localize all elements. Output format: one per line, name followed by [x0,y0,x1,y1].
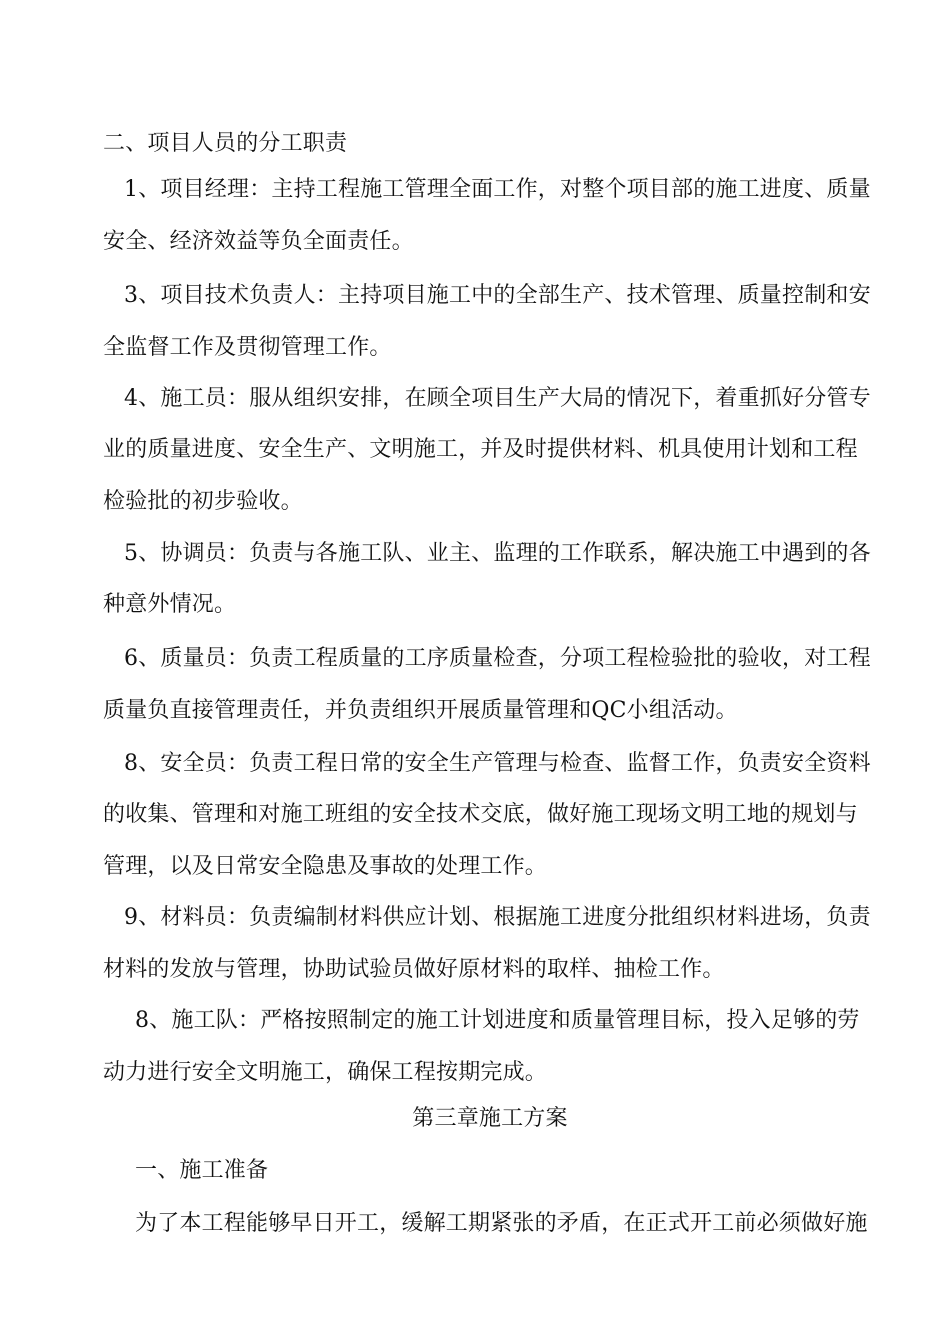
paragraph-line: 动力进行安全文明施工，确保工程按期完成。 [103,1060,548,1085]
paragraph-line: 种意外情况。 [103,592,237,617]
subsection-title: 一、施工准备 [135,1158,269,1183]
paragraph-line: 9、材料员：负责编制材料供应计划、根据施工进度分批组织材料进场，负责 [124,905,871,930]
paragraph-line: 6、质量员：负责工程质量的工序质量检查，分项工程检验批的验收，对工程 [124,646,871,671]
paragraph-line: 为了本工程能够早日开工，缓解工期紧张的矛盾，在正式开工前必须做好施 [135,1211,868,1236]
paragraph-line: 业的质量进度、安全生产、文明施工，并及时提供材料、机具使用计划和工程 [103,437,858,462]
paragraph-line: 安全、经济效益等负全面责任。 [103,229,414,254]
paragraph-line: 管理，以及日常安全隐患及事故的处理工作。 [103,854,548,879]
paragraph-line: 全监督工作及贯彻管理工作。 [103,335,392,360]
paragraph-line: 的收集、管理和对施工班组的安全技术交底，做好施工现场文明工地的规划与 [103,802,858,827]
paragraph-line: 检验批的初步验收。 [103,489,303,514]
paragraph-line: 1、项目经理：主持工程施工管理全面工作，对整个项目部的施工进度、质量 [124,177,871,202]
paragraph-line: 8、施工队：严格按照制定的施工计划进度和质量管理目标，投入足够的劳 [135,1008,860,1033]
paragraph-line: 8、安全员：负责工程日常的安全生产管理与检查、监督工作，负责安全资料 [124,751,871,776]
chapter-title: 第三章施工方案 [412,1106,568,1131]
paragraph-line: 5、协调员：负责与各施工队、业主、监理的工作联系，解决施工中遇到的各 [124,541,871,566]
paragraph-line: 4、施工员：服从组织安排，在顾全项目生产大局的情况下，着重抓好分管专 [124,386,871,411]
paragraph-line: 材料的发放与管理，协助试验员做好原材料的取样、抽检工作。 [103,957,725,982]
paragraph-line: 3、项目技术负责人：主持项目施工中的全部生产、技术管理、质量控制和安 [124,283,871,308]
section-title: 二、项目人员的分工职责 [103,131,348,156]
paragraph-line: 质量负直接管理责任，并负责组织开展质量管理和QC小组活动。 [103,698,738,723]
